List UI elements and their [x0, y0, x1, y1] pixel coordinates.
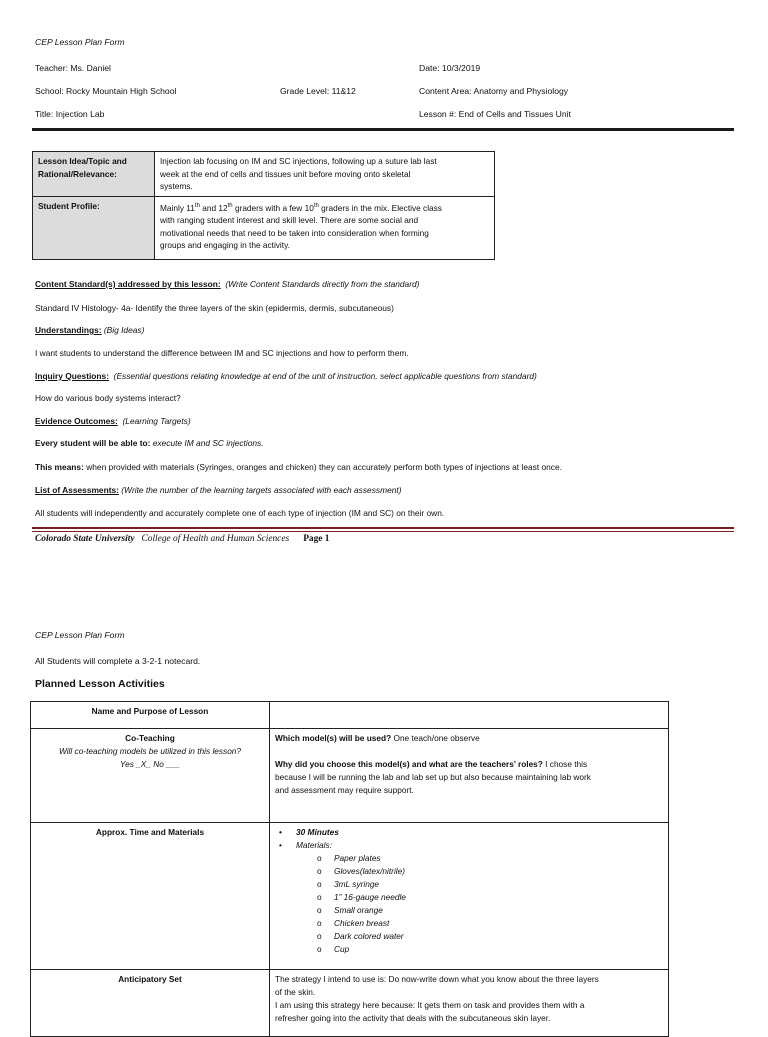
assessments-text: All students will independently and accurately complete one of each type of injection (IM and SC) on their own. [35, 508, 445, 518]
student-profile-value: Mainly 11th and 12th graders with a few 10th graders in the mix. Elective class with ranging student interest and skill level. There are some social and motivational needs that need to be taken into consideration when forming groups and engaging in the activity. [155, 197, 495, 260]
table-row [31, 702, 669, 729]
table-row [33, 197, 495, 260]
name-purpose-value [270, 702, 669, 729]
list-item: o 3mL syringe [317, 878, 663, 891]
table-row [31, 729, 669, 823]
anticipatory-set-cell: Anticipatory Set [31, 970, 270, 1037]
form-title-page2: CEP Lesson Plan Form [35, 630, 125, 640]
content-standard-heading: Content Standard(s) addressed by this lesson: (Write Content Standards directly from the standard) [35, 279, 420, 289]
name-purpose-cell: Name and Purpose of Lesson [31, 702, 270, 729]
lesson-info-table [32, 151, 495, 260]
teacher-field: Teacher: Ms. Daniel [35, 63, 111, 73]
student-profile-label: Student Profile: [33, 197, 155, 260]
list-item: o Cup [317, 943, 663, 956]
planned-activities-heading: Planned Lesson Activities [35, 678, 165, 690]
understandings-text: I want students to understand the difference between IM and SC injections and how to perform them. [35, 348, 409, 358]
list-item: o 1” 16-gauge needle [317, 891, 663, 904]
header-divider [32, 128, 734, 131]
every-student-line: Every student will be able to: execute IM and SC injections. [35, 438, 264, 448]
standard-text: Standard IV Histology- 4a- Identify the three layers of the skin (epidermis, dermis, subcutaneous) [35, 303, 394, 313]
time-materials-cell: Approx. Time and Materials [31, 823, 270, 970]
grade-level-field: Grade Level: 11&12 [280, 86, 356, 96]
planned-activities-table [30, 701, 669, 1037]
time-materials-value [270, 823, 669, 970]
table-row [31, 970, 669, 1037]
coteaching-cell: Co-Teaching Will co-teaching models be utilized in this lesson? Yes _X_ No ___ [31, 729, 270, 823]
this-means-line: This means: when provided with materials (Syringes, oranges and chicken) they can accurately perform both types of injections at least once. [35, 462, 562, 472]
footer-rule [32, 527, 734, 529]
materials-sublist [296, 852, 663, 956]
notecard-text: All Students will complete a 3-2-1 notecard. [35, 656, 201, 666]
lesson-idea-value: Injection lab focusing on IM and SC injections, following up a suture lab last week at the end of cells and tissues unit before moving onto skeletal systems. [155, 152, 495, 197]
list-item: o Paper plates [317, 852, 663, 865]
school-field: School: Rocky Mountain High School [35, 86, 177, 96]
understandings-heading: Understandings: (Big Ideas) [35, 325, 145, 335]
lesson-idea-label: Lesson Idea/Topic and Rational/Relevance: [33, 152, 155, 197]
table-row [31, 823, 669, 970]
anticipatory-set-value: The strategy I intend to use is: Do now-write down what you know about the three layers of the skin. I am using this strategy here because: It gets them on task and provides them with a refresher going into the activity that deals with the subcutaneous skin layer. [270, 970, 669, 1037]
list-item: o Dark colored water [317, 930, 663, 943]
list-item: • Materials: o Paper plates o Gloves(latex/nitrile) o 3mL syringe o 1” 16-gauge needle o Small orange o Chicken breast o Dark colored water o Cup [275, 839, 663, 956]
materials-list [275, 826, 663, 956]
evidence-heading: Evidence Outcomes: (Learning Targets) [35, 416, 191, 426]
form-title: CEP Lesson Plan Form [35, 37, 125, 47]
coteaching-value: Which model(s) will be used? One teach/one observe Why did you choose this model(s) and what are the teachers’ roles? I chose this because I will be running the lab and lab set up but also because maintaining lab work and assessment may require support. [270, 729, 669, 823]
student-profile-line: Mainly 11th and 12th graders with a few 10th graders in the mix. Elective class [160, 202, 442, 213]
page-footer: Colorado State University College of Health and Human Sciences Page 1 [35, 534, 330, 544]
footer-rule-thin [32, 531, 734, 532]
date-field: Date: 10/3/2019 [419, 63, 481, 73]
lesson-number-field: Lesson #: End of Cells and Tissues Unit [419, 109, 571, 119]
content-area-field: Content Area: Anatomy and Physiology [419, 86, 569, 96]
title-field: Title: Injection Lab [35, 109, 105, 119]
list-item: o Small orange [317, 904, 663, 917]
table-row [33, 152, 495, 197]
list-item: o Gloves(latex/nitrile) [317, 865, 663, 878]
inquiry-heading: Inquiry Questions: (Essential questions relating knowledge at end of the unit of instruction, select applicable questions from standard) [35, 371, 537, 381]
inquiry-text: How do various body systems interact? [35, 393, 181, 403]
list-item: o Chicken breast [317, 917, 663, 930]
assessments-heading: List of Assessments: (Write the number of the learning targets associated with each assessment) [35, 485, 402, 495]
list-item: • 30 Minutes [275, 826, 663, 839]
